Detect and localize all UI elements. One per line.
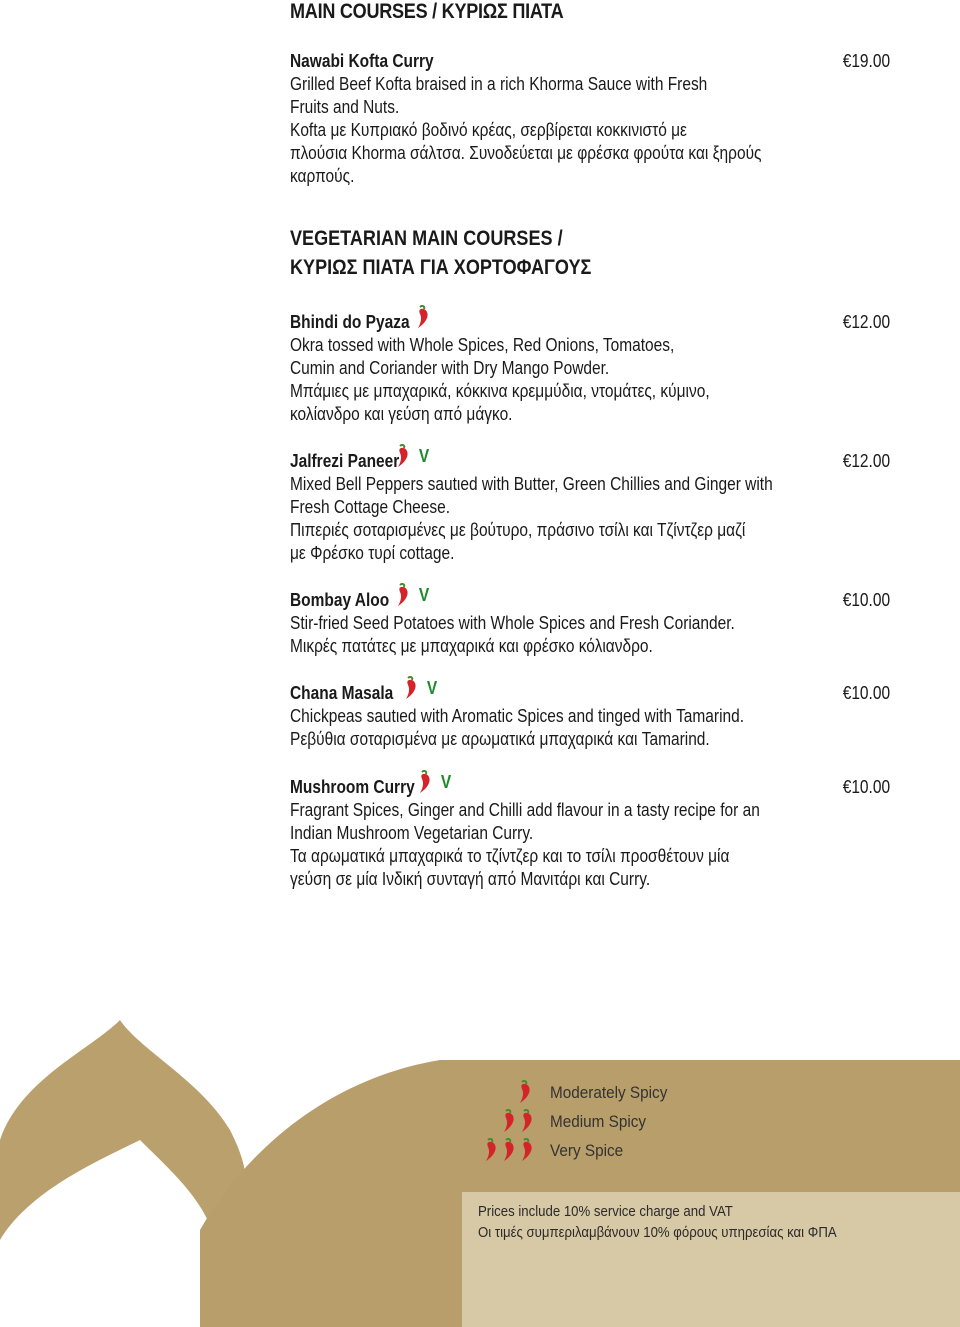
chili-pepper-icon xyxy=(520,1109,534,1133)
item-price: €10.00 xyxy=(842,683,890,703)
menu-item-jalfrezi-paneer xyxy=(290,445,890,565)
main-courses-heading: MAIN COURSES / ΚΥΡΙΩΣ ΠΙΑΤΑ xyxy=(290,0,564,23)
item-description-line: γεύση σε μία Ινδική συνταγή από Μανιτάρι και Curry. xyxy=(290,869,651,889)
item-price: €19.00 xyxy=(842,51,890,71)
item-name: Mushroom Curry xyxy=(290,777,415,797)
chili-pepper-icon xyxy=(404,676,418,700)
item-description-line: Πιπεριές σοταρισμένες με βούτυρο, πράσινο τσίλι και Τζίντζερ μαζί xyxy=(290,520,746,540)
item-description-line: κολίανδρο και γεύση από μάγκο. xyxy=(290,404,513,424)
legend-label: Very Spice xyxy=(550,1141,624,1160)
item-name: Nawabi Kofta Curry xyxy=(290,51,434,71)
item-description-line: καρπούς. xyxy=(290,166,355,186)
chili-pepper-icon xyxy=(520,1138,534,1162)
item-description-line: Okra tossed with Whole Spices, Red Onions, Tomatoes, xyxy=(290,335,675,355)
item-description-line: Fresh Cottage Cheese. xyxy=(290,497,451,517)
item-price: €12.00 xyxy=(842,312,890,332)
menu-item-chana-masala xyxy=(290,677,890,751)
item-description-line: Μπάμιες με μπαχαρικά, κόκκινα κρεμμύδια, ντομάτες, κύμινο, xyxy=(290,381,710,401)
item-name: Bhindi do Pyaza xyxy=(290,312,410,332)
item-description-line: Kofta με Κυπριακό βοδινό κρέας, σερβίρεται κοκκινιστό με xyxy=(290,120,687,140)
vegetarian-badge: V xyxy=(440,771,452,792)
item-description-line: Ρεβύθια σοταρισμένα με αρωματικά μπαχαρικά και Tamarind. xyxy=(290,729,710,749)
notice-line-greek: Οι τιμές συμπεριλαμβάνουν 10% φόρους υπηρεσίας και ΦΠΑ xyxy=(478,1224,837,1241)
price-notice xyxy=(478,1201,837,1243)
vegetarian-badge: V xyxy=(418,584,430,605)
chili-pepper-icon xyxy=(502,1138,516,1162)
item-description-line: Chickpeas sautιed with Aromatic Spices and tinged with Tamarind. xyxy=(290,706,745,726)
vegetarian-heading-line1: VEGETARIAN MAIN COURSES / xyxy=(290,227,563,250)
item-price: €10.00 xyxy=(842,590,890,610)
chili-pepper-icon xyxy=(416,305,430,329)
menu-item-bombay-aloo xyxy=(290,584,890,658)
chili-pepper-icon xyxy=(502,1109,516,1133)
notice-line-english: Prices include 10% service charge and VAT xyxy=(478,1203,733,1220)
item-description-line: πλούσια Khorma σάλτσα. Συνοδεύεται με φρέσκα φρούτα και ξηρούς xyxy=(290,143,762,163)
item-name: Bombay Aloo xyxy=(290,590,390,610)
vegetarian-heading-line2: ΚΥΡΙΩΣ ΠΙΑΤΑ ΓΙΑ ΧΟΡΤΟΦΑΓΟΥΣ xyxy=(290,256,592,279)
chili-pepper-icon xyxy=(396,583,410,607)
menu-item-bhindi-do-pyaza xyxy=(290,311,890,426)
item-description-line: Fragrant Spices, Ginger and Chilli add flavour in a tasty recipe for an xyxy=(290,800,760,820)
item-description-line: Grilled Beef Kofta braised in a rich Khorma Sauce with Fresh xyxy=(290,74,708,94)
legend-moderately-spicy xyxy=(480,1080,740,1108)
item-name: Chana Masala xyxy=(290,683,394,703)
item-description-line: Mixed Bell Peppers sautιed with Butter, Green Chillies and Ginger with xyxy=(290,474,773,494)
legend-very-spice xyxy=(480,1138,740,1166)
legend-label: Moderately Spicy xyxy=(550,1083,668,1102)
item-description-line: Stir-fried Seed Potatoes with Whole Spices and Fresh Coriander. xyxy=(290,613,735,633)
item-description-line: Indian Mushroom Vegetarian Curry. xyxy=(290,823,534,843)
menu-item-mushroom-curry xyxy=(290,771,890,891)
chili-pepper-icon xyxy=(518,1080,532,1104)
item-description-line: Fruits and Nuts. xyxy=(290,97,400,117)
vegetarian-badge: V xyxy=(418,445,430,466)
item-name: Jalfrezi Paneer xyxy=(290,451,400,471)
chili-pepper-icon xyxy=(418,770,432,794)
item-price: €10.00 xyxy=(842,777,890,797)
item-description-line: Μικρές πατάτες με μπαχαρικά και φρέσκο κόλιανδρο. xyxy=(290,636,653,656)
vegetarian-badge: V xyxy=(426,677,438,698)
item-price: €12.00 xyxy=(842,451,890,471)
chili-pepper-icon xyxy=(484,1138,498,1162)
item-description-line: με Φρέσκο τυρί cottage. xyxy=(290,543,455,563)
menu-item-nawabi-kofta-curry xyxy=(290,50,890,188)
item-description-line: Τα αρωματικά μπαχαρικά το τζίντζερ και το τσίλι προσθέτουν μία xyxy=(290,846,730,866)
legend-medium-spicy xyxy=(480,1109,740,1137)
chili-pepper-icon xyxy=(396,444,410,468)
footer-decoration xyxy=(0,1020,960,1327)
legend-label: Medium Spicy xyxy=(550,1112,647,1131)
item-description-line: Cumin and Coriander with Dry Mango Powder. xyxy=(290,358,610,378)
